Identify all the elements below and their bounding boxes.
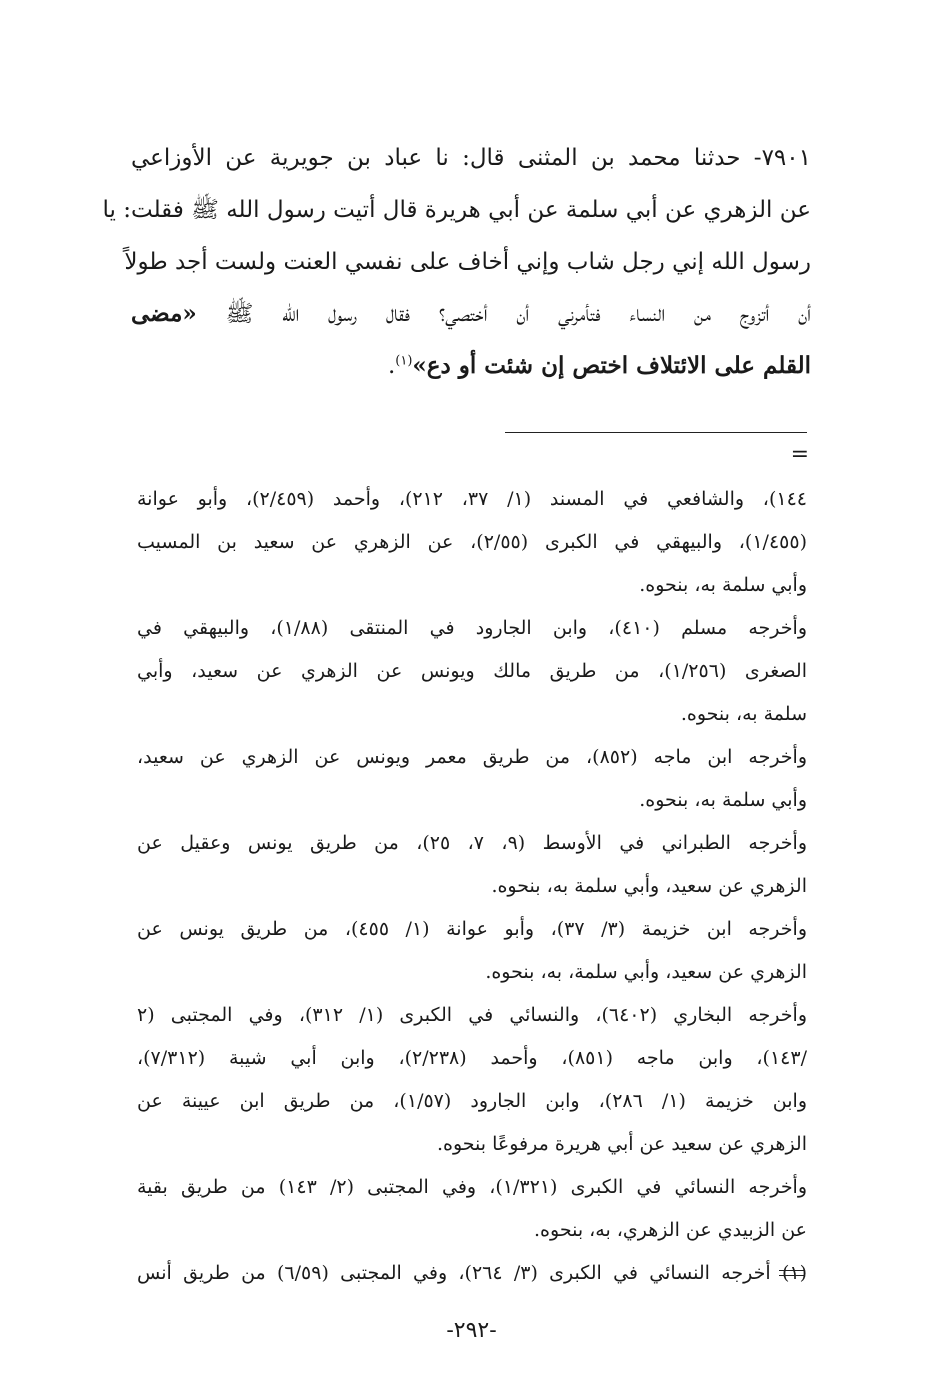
footnote-line: الزهري عن سعيد، وأبي سلمة به، بنحوه.	[491, 875, 807, 897]
footnote-line: وأبي سلمة به، بنحوه.	[639, 574, 807, 596]
footnote-end-rule	[779, 1270, 805, 1271]
hadith-line-2: عن الزهري عن أبي سلمة عن أبي هريرة قال أتيت رسول الله ﷺ فقلت: يا	[102, 197, 811, 223]
footnote-separator	[505, 432, 807, 433]
hadith-quote-start: «مضى	[131, 300, 197, 327]
footnote-line: وأخرجه مسلم (٤١٠)، وابن الجارود في المنتقى (١/٨٨)، والبيهقي في	[137, 617, 807, 639]
footnote-1: (١) أخرجه النسائي في الكبرى (٣/ ٢٦٤)، وفي المجتبى (٦/٥٩) من طريق أنس	[137, 1262, 807, 1284]
hadith-line-5	[131, 340, 811, 392]
footnotes	[137, 478, 807, 1295]
footnote-line: وأخرجه الطبراني في الأوسط (٩، ٧، ٢٥)، من طريق يونس وعقيل عن	[137, 832, 808, 854]
hadith-text	[102, 132, 812, 392]
footnote-line: عن الزبيدي عن الزهري، به، بنحوه.	[534, 1219, 807, 1241]
hadith-line-4-text: أن أتزوج من النساء فتأمرني أن أختصي؟ فقال رسول الله ﷺ	[225, 301, 812, 327]
footnote-line: سلمة به، بنحوه.	[680, 703, 807, 725]
footnote-end-rule-2	[779, 1275, 805, 1276]
footnote-line: وأبي سلمة به، بنحوه.	[639, 789, 807, 811]
footnote-line: وابن خزيمة (١/ ٢٨٦)، وابن الجارود (١/٥٧)، من طريق ابن عيينة عن	[137, 1090, 807, 1112]
footnote-line: وأخرجه ابن ماجه (٨٥٢)، من طريق معمر ويونس عن الزهري عن سعيد،	[137, 746, 808, 768]
footnote-line: وأخرجه البخاري (٦٤٠٢)، والنسائي في الكبرى (١/ ٣١٢)، وفي المجتبى (٢	[137, 1004, 807, 1026]
hadith-line-3: رسول الله إني رجل شاب وإني أخاف على نفسي العنت ولست أجد طولاً	[124, 249, 811, 275]
hadith-quote: القلم على الائتلاف اختص إن شئت أو دع»	[412, 352, 811, 379]
footnote-line: /١٤٣)، وابن ماجه (٨٥١)، وأحمد (٢/٢٣٨)، وابن أبي شيبة (٧/٣١٢)،	[137, 1047, 807, 1069]
footnote-line: ١٤٤)، والشافعي في المسند (١/ ٣٧، ٢١٢)، وأحمد (٢/٤٥٩)، وأبو عوانة	[137, 488, 807, 510]
footnote-line: وأخرجه النسائي في الكبرى (١/٣٢١)، وفي المجتبى (٢/ ١٤٣) من طريق بقية	[137, 1176, 808, 1198]
footnote-reference: (١)	[395, 353, 413, 369]
footnote-line: الزهري عن سعيد، وأبي سلمة، به، بنحوه.	[485, 961, 807, 983]
hadith-line-1: ٧٩٠١- حدثنا محمد بن المثنى قال: نا عباد بن جويرية عن الأوزاعي	[131, 145, 811, 171]
footnote-line: وأخرجه ابن خزيمة (٣/ ٣٧)، وأبو عوانة (١/ ٤٥٥)، من طريق يونس عن	[137, 918, 807, 940]
continuation-mark: =	[790, 442, 809, 467]
footnote-line: الصغرى (١/٢٥٦)، من طريق مالك ويونس عن الزهري عن سعيد، وأبي	[137, 660, 807, 682]
footnote-line: الزهري عن سعيد عن أبي هريرة مرفوعًا بنحوه.	[436, 1133, 807, 1155]
footnote-line: (١/٤٥٥)، والبيهقي في الكبرى (٢/٥٥)، عن الزهري عن سعيد بن المسيب	[137, 531, 807, 553]
page-number: -٢٩٢-	[446, 1318, 497, 1343]
hadith-line-4	[131, 288, 811, 340]
hadith-end-period: .	[387, 353, 396, 379]
